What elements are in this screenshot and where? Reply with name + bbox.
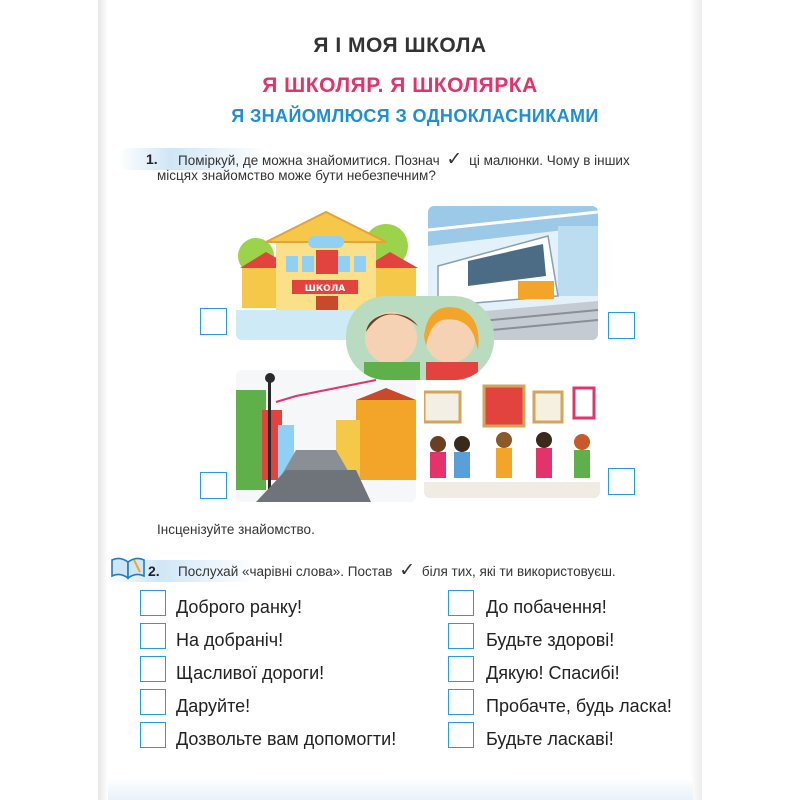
phrase-checkbox-right-4[interactable] <box>448 689 474 715</box>
section-title: Я І МОЯ ШКОЛА <box>313 34 487 57</box>
phrase-right-3: Дякую! Спасибі! <box>486 663 620 683</box>
phrase-checkbox-right-2[interactable] <box>448 623 474 649</box>
children-picture <box>346 296 494 380</box>
task1-number: 1. <box>146 151 158 167</box>
checkmark-icon: ✓ <box>446 149 463 170</box>
phrase-checkbox-right-5[interactable] <box>448 722 474 748</box>
open-book-icon <box>110 556 146 580</box>
task2-instruction <box>178 561 616 581</box>
phrase-left-2: На добраніч! <box>176 630 284 650</box>
phrase-checkbox-right-1[interactable] <box>448 590 474 616</box>
lesson-title: Я ШКОЛЯР. Я ШКОЛЯРКА <box>262 74 538 97</box>
phrase-right-4: Пробачте, будь ласка! <box>486 696 672 716</box>
phrase-left-3: Щасливої дороги! <box>176 663 325 683</box>
task1-note: Інсценізуйте знайомство. <box>157 522 315 537</box>
school-checkbox[interactable] <box>200 308 227 335</box>
topic-title: Я ЗНАЙОМЛЮСЯ З ОДНОКЛАСНИКАМИ <box>231 106 599 126</box>
train-station-checkbox[interactable] <box>608 312 635 339</box>
museum-picture <box>424 378 600 498</box>
phrase-left-5: Дозвольте вам допомогти! <box>176 729 397 749</box>
phrase-right-5: Будьте ласкаві! <box>486 729 614 749</box>
checkmark-icon: ✓ <box>399 560 416 581</box>
street-picture <box>236 370 416 502</box>
museum-checkbox[interactable] <box>608 468 635 495</box>
school-sign: ШКОЛА <box>304 284 346 294</box>
phrase-checkbox-right-3[interactable] <box>448 656 474 682</box>
phrase-left-1: Доброго ранку! <box>176 597 302 617</box>
task1-instruction-line2: місцях знайомство може бути небезпечним? <box>157 168 436 183</box>
phrase-checkbox-left-4[interactable] <box>140 689 166 715</box>
phrase-right-1: До побачення! <box>486 597 607 617</box>
phrase-right-2: Будьте здорові! <box>486 630 615 650</box>
task2-text-part2: біля тих, які ти використовуєш. <box>421 564 616 579</box>
task2-number: 2. <box>148 563 160 579</box>
phrase-checkbox-left-1[interactable] <box>140 590 166 616</box>
task1-text-part1: Поміркуй, де можна знайомитися. Познач <box>178 153 440 168</box>
phrase-checkbox-left-5[interactable] <box>140 722 166 748</box>
phrase-checkbox-left-3[interactable] <box>140 656 166 682</box>
phrase-left-4: Даруйте! <box>176 696 251 716</box>
task1-text-part2: ці малюнки. Чому в інших <box>469 153 630 168</box>
page-bottom-shade <box>108 778 693 800</box>
task2-text-part1: Послухай «чарівні слова». Постав <box>178 564 393 579</box>
phrase-checkbox-left-2[interactable] <box>140 623 166 649</box>
street-checkbox[interactable] <box>200 472 227 499</box>
